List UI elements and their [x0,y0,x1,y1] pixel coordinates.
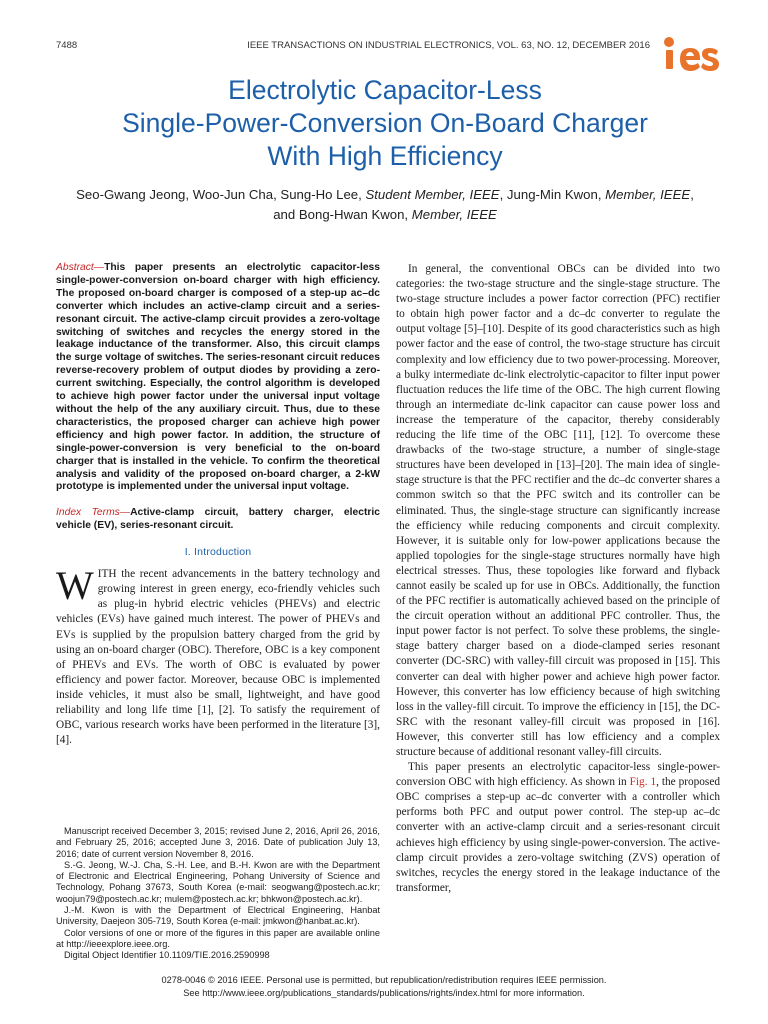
title-line-1: Electrolytic Capacitor-Less [228,75,542,105]
index-terms-label: Index Terms— [56,507,131,519]
paper-title [40,74,730,173]
index-terms-text: Active-clamp circuit, battery charger, electric vehicle (EV), series-resonant circuit. [56,507,380,532]
body-paragraph-2: This paper presents an electrolytic capacitor-less single-power-conversion OBC with high efficiency. As shown in Fig. 1, the proposed OBC comprises a step-up ac–dc converter with a controller which performs both PFC and output power control. The step-up ac–dc converter with an active-clamp circuit and a series-resonant circuit achieves high efficiency by using single-power-conversion. The active-clamp circuit provides a zero-voltage switching (ZVS) operation of switches, recycles the energy stored in the leakage inductance of the transformer, [396,761,720,894]
right-column [396,262,720,896]
figure-1-link[interactable]: Fig. 1 [629,776,657,789]
footer-line-1: 0278-0046 © 2016 IEEE. Personal use is permitted, but republication/redistribution requires IEEE permission. [161,975,607,985]
ies-logo [662,33,720,75]
copyright-footer [0,974,768,999]
footnote-authors-postech: S.-G. Jeong, W.-J. Cha, S.-H. Lee, and B.-H. Kwon are with the Department of Electronic and Electrical Engineering, Pohang University of Science and Technology, Pohang 37673, South Korea (e-mail: seogwang@postech.ac.kr; woojun79@postech.ac.kr; mulem@postech.ac.kr; bhkwon@postech.ac.kr). [56,859,380,904]
drop-cap: W [56,563,94,609]
left-column [56,262,380,748]
section-heading-introduction: I. Introduction [184,546,252,559]
index-terms [56,507,380,533]
journal-header: IEEE TRANSACTIONS ON INDUSTRIAL ELECTRONICS, VOL. 63, NO. 12, DECEMBER 2016 [247,40,650,51]
title-line-2: Single-Power-Conversion On-Board Charger [122,108,648,138]
footer-line-2: See http://www.ieee.org/publications_standards/publications/rights/index.html for more information. [183,987,585,998]
footnote-color-versions: Color versions of one or more of the figures in this paper are available online at http://ieeexplore.ieee.org. [56,927,380,949]
abstract [56,262,380,494]
title-line-3: With High Efficiency [267,141,503,171]
abstract-label: Abstract— [56,262,105,273]
intro-text: ITH the recent advancements in the battery technology and growing interest in green energy, eco-friendly vehicles such as plug-in hybrid electric vehicles (PHEVs) and electric vehicles (EVs) have gained much interest. The power of PHEVs and EVs is supplied by the propulsion battery charged from the grid by using an on-board charger (OBC). Therefore, OBC is a key component of PHEVs and EVs. The worth of OBC is evaluated by power efficiency and power factor. Moreover, because OBC is implemented inside vehicles, it must also be small, lightweight, and have good reliability and long life time [1], [2]. To satisfy the requirement of OBC, various research works have been performed in the literature [3], [4]. [56,568,380,747]
author-list: Seo-Gwang Jeong, Woo-Jun Cha, Sung-Ho Lee, Student Member, IEEE, Jung-Min Kwon, Member, IEEE, and Bong-Hwan Kwon, Member, IEEE [76,187,694,222]
abstract-text: This paper presents an electrolytic capacitor-less single-power-conversion on-board charger with high efficiency. The proposed on-board charger is composed of a step-up ac–dc converter which includes an active-clamp circuit and a series-resonant circuit. The active-clamp circuit provides a zero-voltage switching of switches and recycles the energy stored in the leakage inductance of the transformer. Also, this circuit clamps the surge voltage of switches. The series-resonant circuit reduces reverse-recovery problem of output diodes by providing a zero-current switching. Especially, the control algorithm is developed to achieve high power factor under the universal input voltage without the help of the any auxiliary circuit. Thus, due to these characteristics, the proposed charger can achieve high power efficiency and high power factor. In addition, the structure of single-power-conversion is very beneficial to the on-board charger that is installed in the vehicle. To confirm the theoretical analysis and validity of the proposed on-board charger, a 2-kW prototype is implemented under the universal input voltage. [56,262,380,493]
footnote-doi: Digital Object Identifier 10.1109/TIE.2016.2590998 [64,950,270,961]
intro-paragraph [56,563,380,748]
body-paragraph-1: In general, the conventional OBCs can be divided into two categories: the two-stage structure and the single-stage structure. The two-stage structure includes a power factor correction (PFC) rectifier to obtain high power factor and a dc–dc converter to regulate the output voltage [5]–[10]. Despite of its good characteristics such as high power factor and the ease of control, the two-stage structure has circuit complexity and low efficiency due to two power-processing. Moreover, a bulky intermediate dc-link electrolytic-capacitor to filter input power fluctuation reduces the life time of the OBC. The high current flowing through an intermediate dc-link capacitor can cause power loss and increase the temperature of the capacitor, thereby considerably reducing the life time of the OBC [11], [12]. To overcome these drawbacks of the two-stage structure, a number of single-stage structures have been developed in [13]–[20]. The main idea of single-stage structure is that the PFC rectifier and the dc–dc converter shares a common switch so that the PFC switch and its controller can be eliminated. Thus, the single-stage structure can significantly increase the efficiency while reducing components and circuit complexity. However, it is suitable only for low-power applications because the applied topologies for the single-stage structures normally have high electrical stresses. Thus, these topologies like forward and flyback cannot easily be scaled up for use in OBCs. Additionally, the function of the PFC rectifier is automatically achieved based on the principle of the circuit operation without an additional PFC controller. Thus, the input power factor is not perfect. To solve these problems, the single-stage battery charger based on a diode-clamped series resonant converter (DC-SRC) with valley-fill circuit was proposed in [15]. This converter can deal with higher power and achieve high power factor. However, this converter has low efficiency because of high switching loss in the valley-fill circuit. To improve the efficiency in [15], the DC-SRC with the resonant valley-fill circuit was proposed in [16]. However, this converter still has low efficiency and a complex structure because of additional resonant valley-fill circuits. [396,263,720,758]
footnotes [56,826,380,962]
page-number: 7488 [56,40,78,51]
footnote-author-hanbat: J.-M. Kwon is with the Department of Electrical Engineering, Hanbat University, Daejeon 305-719, South Korea (e-mail: jmkwon@hanbat.ac.kr). [56,905,380,927]
footnote-manuscript: Manuscript received December 3, 2015; revised June 2, 2016, April 26, 2016, and February 25, 2016; accepted June 3, 2016. Date of publication July 13, 2016; date of current version November 8, 2016. [56,826,380,859]
